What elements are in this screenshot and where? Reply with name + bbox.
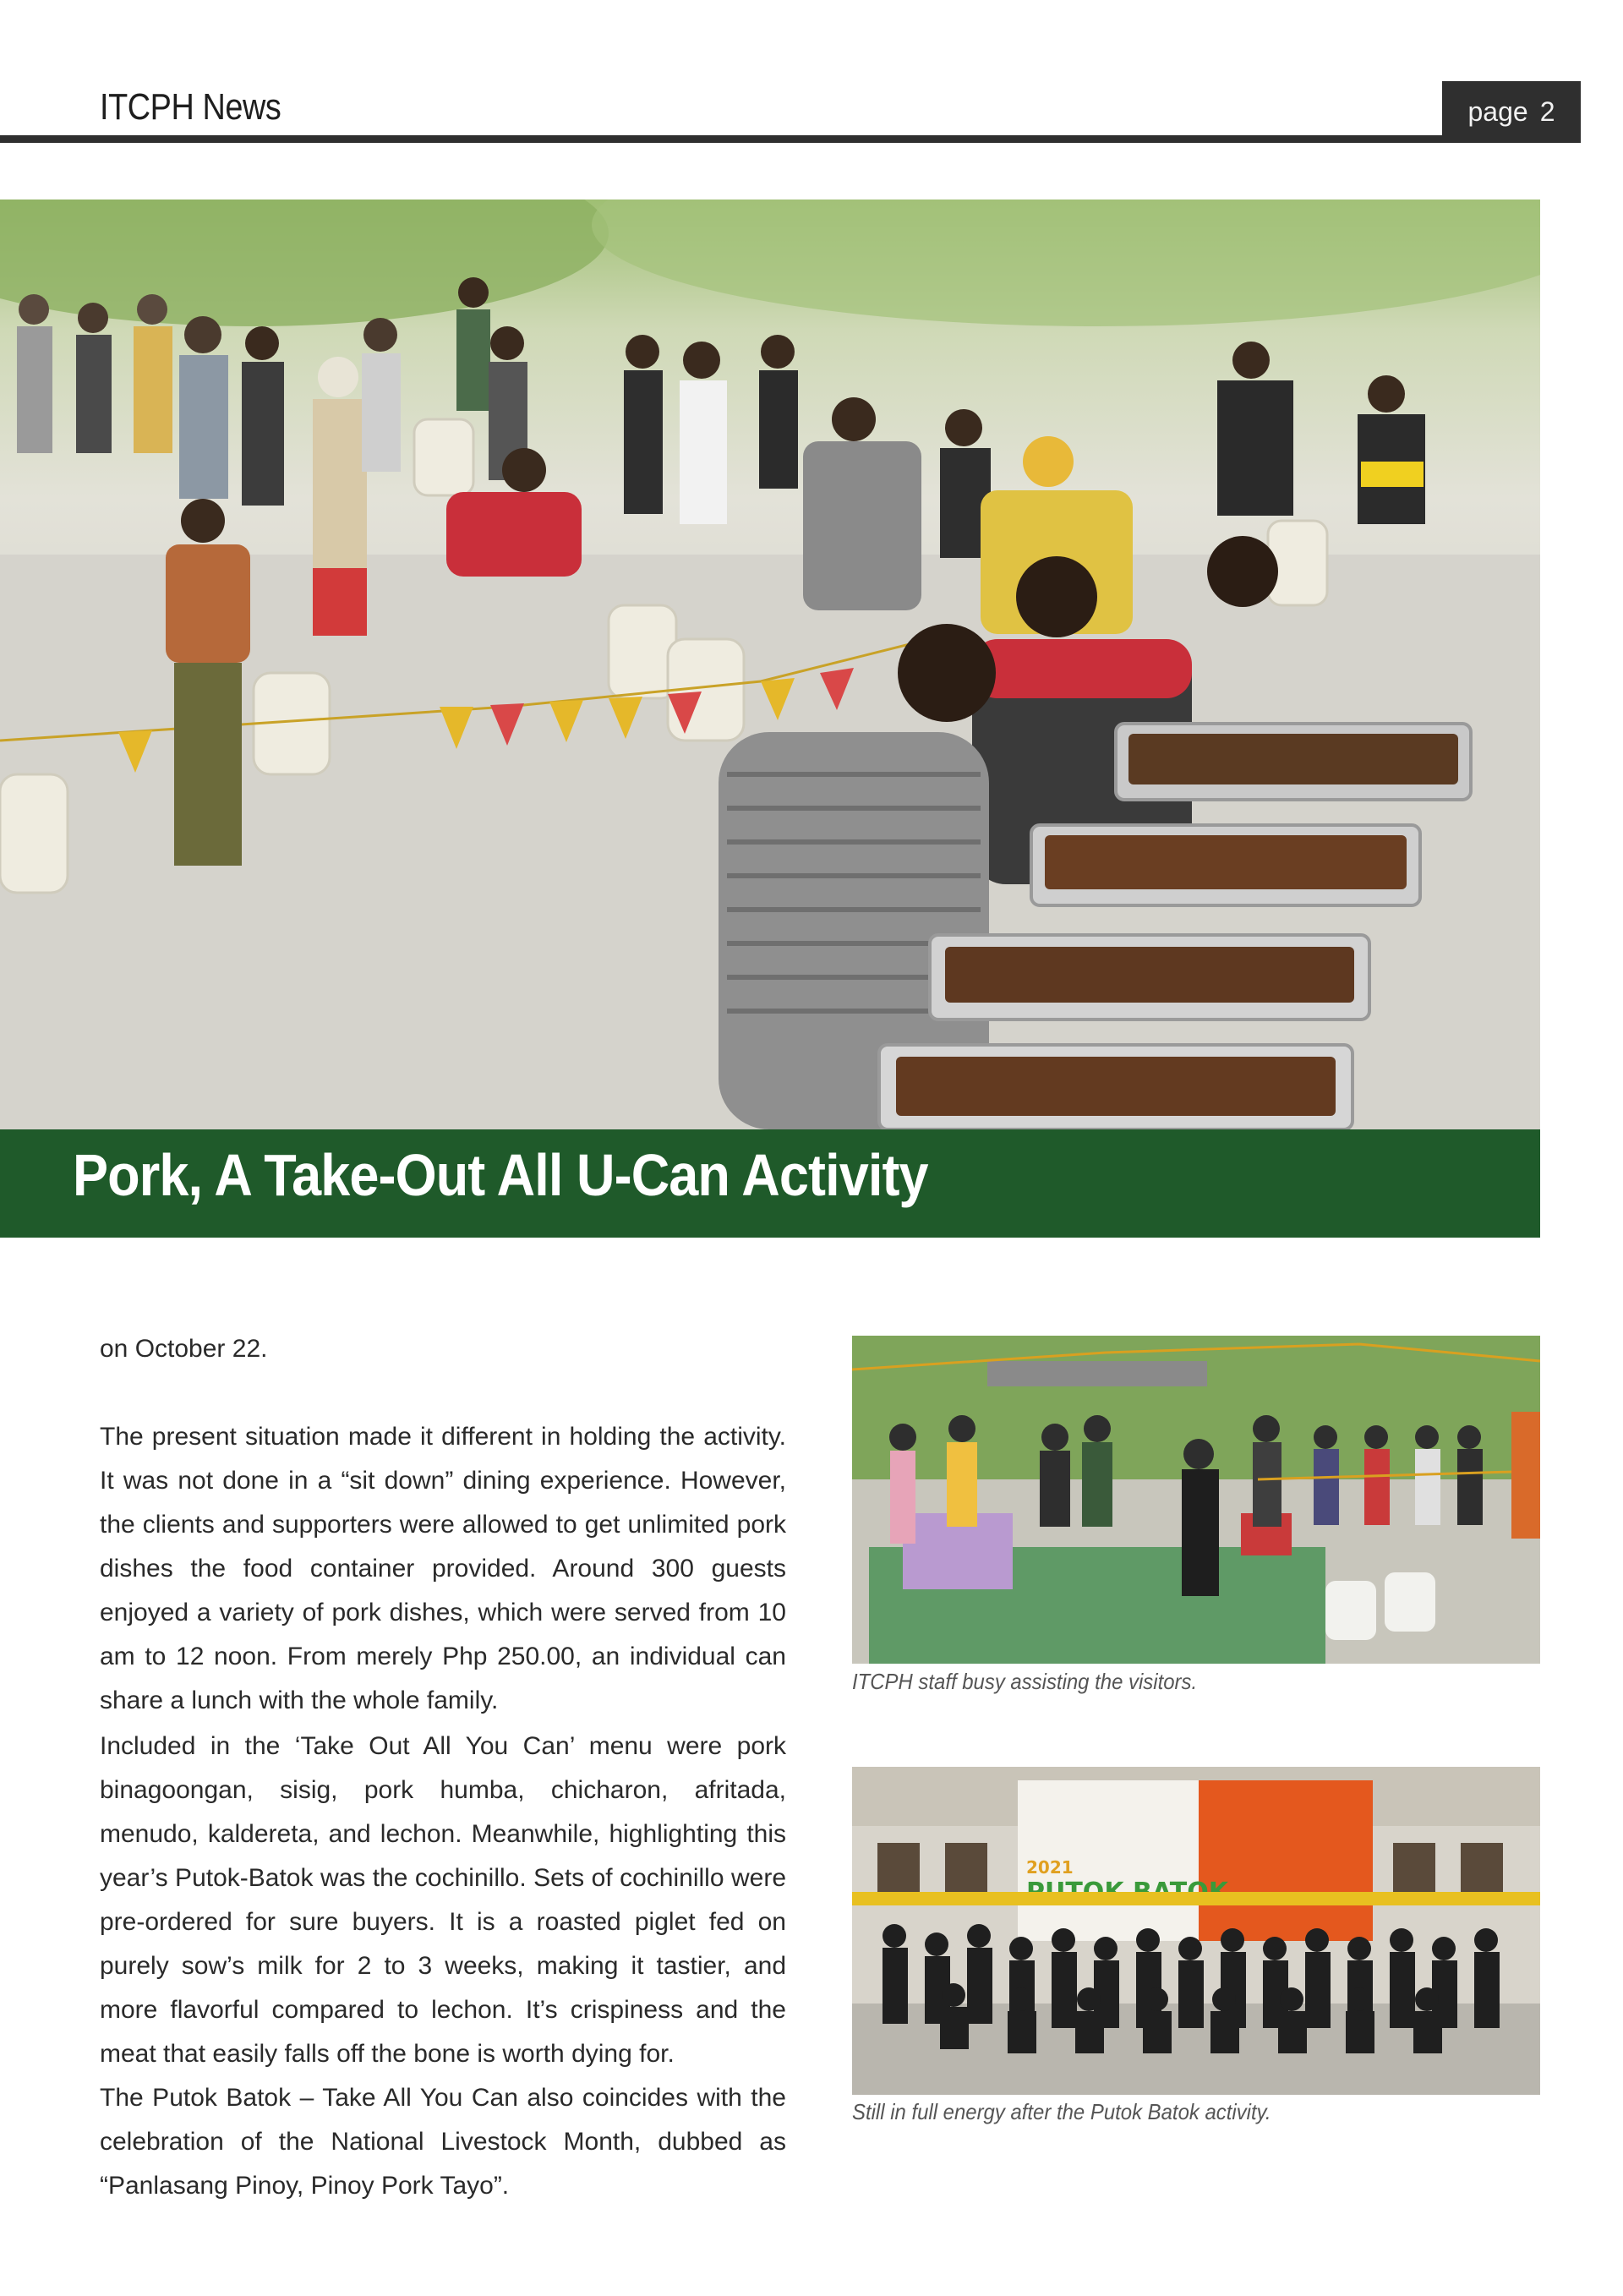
paragraph-text: The Putok Batok – Take All You Can also coincides with the celebration of the National Livestock Month, dubbed as “Panlasang Pinoy, Pinoy Pork Tayo”.	[100, 2084, 786, 2200]
photo-caption-1: ITCPH staff busy assisting the visitors.	[852, 1669, 1198, 1694]
date-line-text: on October 22.	[100, 1335, 268, 1363]
page-label: page	[1467, 96, 1528, 127]
paragraph-text: The present situation made it different in holding the activity. It was not done in a “sit down” dining experience. However, the clients and supporters were allowed to get unlimited pork dishes the food container provided. Around 300 guests enjoyed a variety of pork dishes, which were served from 10 am to 12 noon. From merely Php 250.00, an individual can share a lunch with the whole family.	[100, 1423, 786, 1714]
article-paragraph-1	[100, 1415, 786, 1723]
hero-photo-illustration	[0, 200, 1540, 1129]
paragraph-text: Included in the ‘Take Out All You Can’ menu were pork binagoongan, sisig, pork humba, chicharon, afritada, menudo, kaldereta, and lechon. Meanwhile, highlighting this year’s Putok-Batok was the cochinillo. Sets of cochinillo were pre-ordered for sure buyers. It is a roasted piglet fed on purely sow’s milk for 2 to 3 weeks, making it tastier, and more flavorful compared to lechon. It’s crispiness and the meat that easily falls off the bone is worth dying for.	[100, 1732, 786, 2068]
article-title: Pork, A Take-Out All U-Can Activity	[73, 1142, 928, 1208]
header-rule	[0, 135, 1581, 143]
banner-year: 2021	[1026, 1857, 1074, 1878]
group-photo-illustration	[852, 1767, 1540, 2095]
page-number: 2	[1539, 96, 1555, 127]
page-number-badge	[1442, 81, 1581, 142]
staff-assisting-photo	[852, 1336, 1540, 1664]
article-paragraph-3	[100, 2076, 786, 2208]
staff-assisting-illustration	[852, 1336, 1540, 1664]
group-photo	[852, 1767, 1540, 2095]
hero-photo	[0, 200, 1540, 1129]
photo-caption-2: Still in full energy after the Putok Batok activity.	[852, 2099, 1271, 2124]
page-header	[0, 0, 1623, 144]
article-date-line	[100, 1327, 786, 1371]
article-paragraph-2	[100, 1725, 786, 2076]
masthead: ITCPH News	[100, 86, 281, 128]
